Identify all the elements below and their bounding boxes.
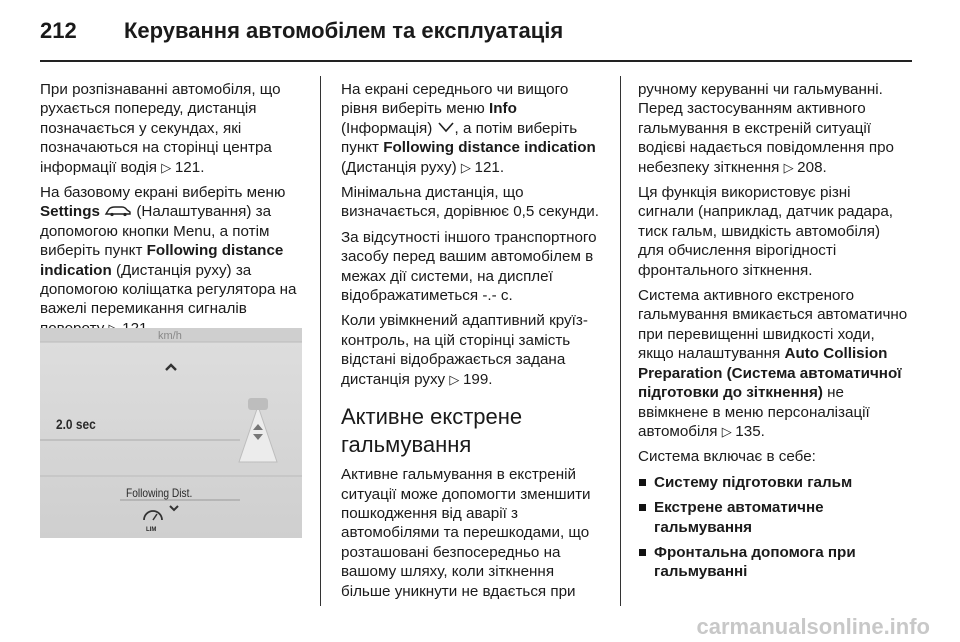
instrument-cluster-illustration xyxy=(40,328,302,538)
setting-auto-collision: Auto Collision Preparation (Система автоматичної підготовки до зіткнення) xyxy=(638,345,902,402)
paragraph-adaptive-cruise: Коли увімкнений адаптивний круїз-контроль, на цій сторінці замість відстані відображається задана дистанція руху ▷ 199. xyxy=(341,312,588,388)
paragraph-emergency-braking: Активне гальмування в екстреній ситуації може допомогти зменшити пошкодження від аварії з автомобілями та перешкодами, що розташовані безпосередньо на вашому шляху, коли зіткнення більше уникнути не вдається при xyxy=(341,466,591,600)
paragraph-warning: ручному керуванні чи гальмуванні. Перед застосуванням активного гальмування в екстреній ситуації водієві надається повідомлення про небезпеку зіткнення ▷ 208. xyxy=(638,81,894,176)
paragraph-distance-display: При розпізнаванні автомобіля, що рухається попереду, дистанція позначається у секундах, які позначаються на сторінці центра інформації водія ▷ 121. xyxy=(40,81,281,176)
speed-unit: km/h xyxy=(158,330,182,342)
page-title: Керування автомобілем та експлуатація xyxy=(124,18,564,43)
paragraph-no-vehicle: За відсутності іншого транспортного засобу перед вашим автомобілем в межах дії системи, на дисплеї відображатиметься -.- с. xyxy=(341,228,597,305)
page-ref-arrow-icon: ▷ xyxy=(721,423,736,439)
page-ref[interactable]: 121. xyxy=(474,158,505,176)
column-3 xyxy=(638,80,910,588)
paragraph-activation: Система активного екстреного гальмування вмикається автоматично при перевищенні швидкості ходи, якщо налаштування Auto Collision Preparation (Система автоматичної підготовки до зіткнення) не ввімкнене в меню персоналізації автомобіля ▷ 135. xyxy=(638,287,908,440)
page-ref-arrow-icon: ▷ xyxy=(449,371,463,387)
column-divider-1 xyxy=(320,76,321,606)
page-ref[interactable]: 208. xyxy=(797,158,827,176)
menu-info: Info xyxy=(489,100,517,118)
paragraph-min-distance: Мінімальна дистанція, що визначається, дорівнює 0,5 секунди. xyxy=(341,184,599,221)
following-gap-value: 2.0 sec xyxy=(56,416,96,432)
menu-following-distance: Following distance indication xyxy=(40,242,284,279)
menu-settings: Settings xyxy=(40,203,100,221)
paragraph-includes: Система включає в себе: xyxy=(638,448,816,466)
watermark: carmanualsonline.info xyxy=(696,614,930,639)
paragraph-signals: Ця функція використовує різні сигнали (наприклад, датчик радара, тиск гальм, швидкість автомобіля) для обчислення вірогідності фронтального зіткнення. xyxy=(638,184,893,279)
paragraph-basic-screen: На базовому екрані виберіть меню Settings (Налаштування) за допомогою кнопки Menu, а потім виберіть пункт Following distance indication (Дистанція руху) за допомогою коліщатка регулятора на важелі перемикання сигналів xyxy=(40,183,302,338)
menu-following-distance: Following distance indication xyxy=(383,139,596,157)
cluster-graphics xyxy=(40,328,302,538)
section-heading: Активне екстрене гальмування xyxy=(341,404,523,458)
page-header xyxy=(40,16,563,46)
page-ref-arrow-icon: ▷ xyxy=(460,159,475,175)
column-2 xyxy=(341,80,605,607)
lim-label: LIM xyxy=(146,527,157,533)
list-item: Екстрене автоматичне гальмування xyxy=(638,498,910,537)
page-ref[interactable]: 199. xyxy=(462,370,493,388)
car-settings-icon xyxy=(104,205,132,217)
list-item: Систему підготовки гальм xyxy=(638,473,910,492)
header-rule xyxy=(40,60,912,62)
paragraph-mid-screen: На екрані середнього чи вищого рівня виберіть меню Info (Інформація) , а потім виберіть пункт Following distance indication (Дистанція руху) ▷ 121. xyxy=(341,81,596,176)
column-1 xyxy=(40,80,302,344)
page-ref-arrow-icon: ▷ xyxy=(783,159,798,175)
chevron-down-icon xyxy=(437,121,455,133)
list-item: Фронтальна допомога при гальмуванні xyxy=(638,543,910,582)
page-ref[interactable]: 135. xyxy=(735,422,765,440)
page-ref-arrow-icon: ▷ xyxy=(161,159,175,175)
page-ref[interactable]: 121. xyxy=(174,158,205,176)
feature-list xyxy=(638,473,910,582)
following-dist-label: Following Dist. xyxy=(126,486,193,500)
column-divider-2 xyxy=(620,76,621,606)
page-number: 212 xyxy=(40,18,77,43)
